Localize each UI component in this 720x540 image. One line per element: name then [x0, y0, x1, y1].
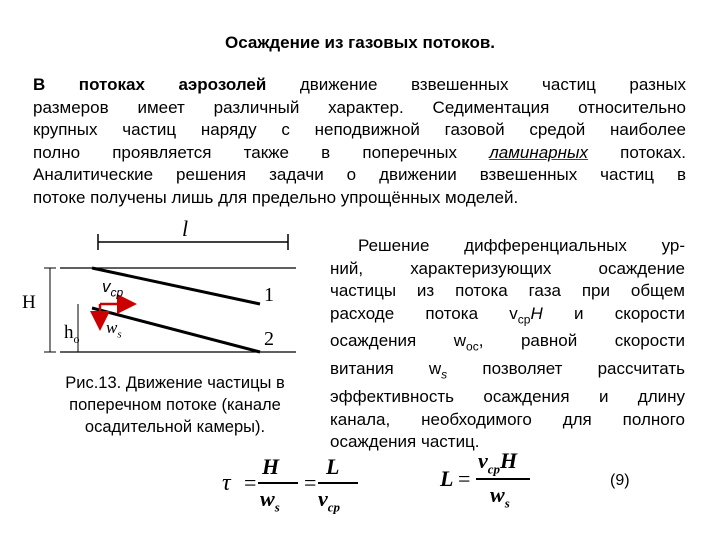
formula2-den-s: s	[504, 495, 510, 511]
para-line-6: потоке получены лишь для предельно упрощённых моделей.	[33, 187, 519, 207]
para-line-5: Аналитические решения задачи о движении взвешенных частиц в	[33, 165, 686, 184]
trajectory-1-label: 1	[264, 284, 274, 306]
formula1-den-s: s	[274, 499, 280, 515]
right-line-5-b: , равной скорости	[478, 331, 685, 351]
formula2-num-H: H	[500, 448, 518, 473]
vcp-label	[102, 277, 123, 299]
laminar-term: ламинарных	[489, 142, 588, 162]
right-line-5-a: осаждения w	[330, 331, 467, 351]
vcp-label-sub: ср	[110, 285, 124, 300]
formula1-den-cp: cp	[327, 499, 341, 515]
formula1-frac-line-2	[318, 482, 358, 484]
right-line-4-b: и скорости	[542, 303, 685, 323]
caption-line-2: поперечном потоке (канале	[69, 396, 281, 414]
caption-line-3: осадительной камеры).	[84, 418, 266, 436]
para-bold-lead: В потоках аэрозолей	[33, 75, 267, 94]
para-line-3: крупных частиц наряду с неподвижной газовой средой наиболее	[33, 120, 686, 139]
right-line-6-b: позволяет рассчитать	[447, 359, 685, 379]
formula2-num-v: v	[478, 448, 488, 473]
right-line-6-a: витания w	[330, 359, 442, 379]
formula2-eq: =	[458, 466, 471, 491]
formula2-den	[490, 482, 510, 511]
vcp-label-main: v	[102, 277, 111, 296]
right-line-6	[330, 358, 685, 386]
ho-label-main: h	[64, 322, 74, 343]
figure-caption	[30, 372, 320, 438]
formula1-eq-1: =	[244, 470, 257, 495]
right-line-5	[330, 330, 685, 358]
para-line-1	[33, 74, 686, 97]
page-title: Осаждение из газовых потоков.	[224, 33, 496, 52]
formula2-den-w: w	[490, 482, 505, 507]
para-line-4-a: полно проявляется также в поперечных	[33, 142, 490, 162]
intro-paragraph	[33, 74, 686, 209]
formula1-eq-2: =	[304, 470, 317, 495]
right-line-4-a: расходе потока v	[330, 303, 518, 323]
formula1-den-ws	[260, 486, 280, 515]
formula1-den-v: v	[318, 486, 328, 511]
ws-label-sub: s	[117, 328, 122, 341]
trajectory-2-label: 2	[264, 328, 274, 350]
right-line-4	[330, 303, 685, 331]
caption-line-1: Рис.13. Движение частицы в	[65, 374, 285, 392]
length-label: l	[182, 216, 189, 241]
formula2-num	[478, 448, 517, 477]
ws-label	[106, 318, 122, 340]
ho-label	[64, 322, 80, 347]
para-line-4	[33, 142, 686, 165]
right-line-1: Решение дифференциальных ур-	[358, 236, 685, 255]
ws-sub: s	[441, 367, 448, 382]
formula2-lhs: L	[440, 466, 454, 491]
para-line-1-text: движение взвешенных частиц разных	[266, 75, 686, 94]
formula1-frac-line-1	[258, 482, 298, 484]
right-line-7: эффективность осаждения и длину	[330, 387, 685, 407]
tau-symbol: τ	[222, 470, 231, 496]
equation-number: (9)	[610, 472, 630, 489]
formula1-den-vcp	[318, 486, 340, 515]
formula1-num-L: L	[326, 454, 340, 479]
formula1-num-H: H	[262, 454, 280, 479]
formula2-frac-line	[476, 478, 530, 480]
ws-label-main: w	[106, 318, 118, 337]
right-line-9: осаждения частиц.	[330, 432, 480, 452]
right-line-3: частицы из потока газа при общем	[330, 281, 685, 300]
right-line-2: ний, характеризующих осаждение	[330, 258, 685, 278]
height-label: H	[22, 292, 36, 313]
para-line-2: размеров имеет различный характер. Седиментация относительно	[33, 97, 686, 117]
formula1-den-w: w	[260, 486, 275, 511]
H-symbol: H	[530, 303, 543, 323]
formula2-num-cp: cp	[487, 461, 501, 477]
solution-paragraph	[330, 235, 685, 454]
para-line-4-b: потоках.	[587, 142, 686, 162]
woc-sub: ос	[466, 339, 479, 354]
ho-label-sub: o	[73, 331, 80, 346]
vcp-sub: ср	[517, 311, 531, 326]
right-line-8: канала, необходимого для полного	[330, 409, 685, 429]
